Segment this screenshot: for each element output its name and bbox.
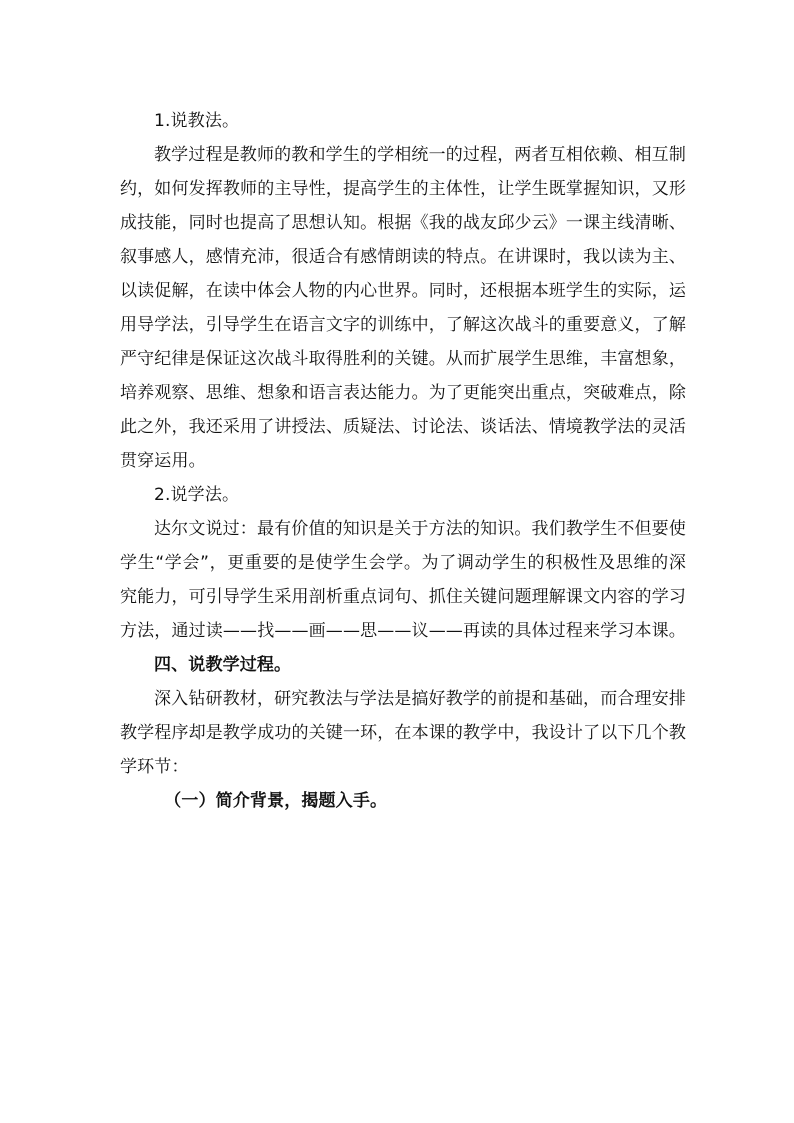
paragraph-learning-method: 达尔文说过：最有价值的知识是关于方法的知识。我们教学生不但要使学生“学会”，更重要的是使学生会学。为了调动学生的积极性及思维的深究能力，可引导学生采用剖析重点词句、抓住关键问题理解课文内容的学习方法，通过读——找——画——思——议——再读的具体过程来学习本课。 — [120, 519, 686, 641]
document-body — [120, 104, 686, 818]
subheading-learning-method: 2.说学法。 — [154, 485, 240, 505]
paragraph-teaching-steps: 深入钻研教材，研究教法与学法是搞好教学的前提和基础，而合理安排教学程序却是教学成功的关键一环，在本课的教学中，我设计了以下几个教学环节： — [120, 689, 686, 777]
subheading-teaching-method: 1.说教法。 — [154, 111, 240, 131]
paragraph-teaching-process: 教学过程是教师的教和学生的学相统一的过程，两者互相依赖、相互制约，如何发挥教师的主导性，提高学生的主体性，让学生既掌握知识，又形成技能，同时也提高了思想认知。根据《我的战友邱少云》一课主线清晰、叙事感人，感情充沛，很适合有感情朗读的特点。在讲课时，我以读为主、以读促解，在读中体会人物的内心世界。同时，还根据本班学生的实际，运用导学法，引导学生在语言文字的训练中，了解这次战斗的重要意义，了解严守纪律是保证这次战斗取得胜利的关键。从而扩展学生思维，丰富想象，培养观察、思维、想象和语言表达能力。为了更能突出重点，突破难点，除此之外，我还采用了讲授法、质疑法、讨论法、谈话法、情境教学法的灵活贯穿运用。 — [120, 145, 686, 471]
subsection-heading-background: （一）简介背景，揭题入手。 — [164, 791, 388, 811]
section-heading-teaching-process: 四、说教学过程。 — [154, 655, 292, 675]
